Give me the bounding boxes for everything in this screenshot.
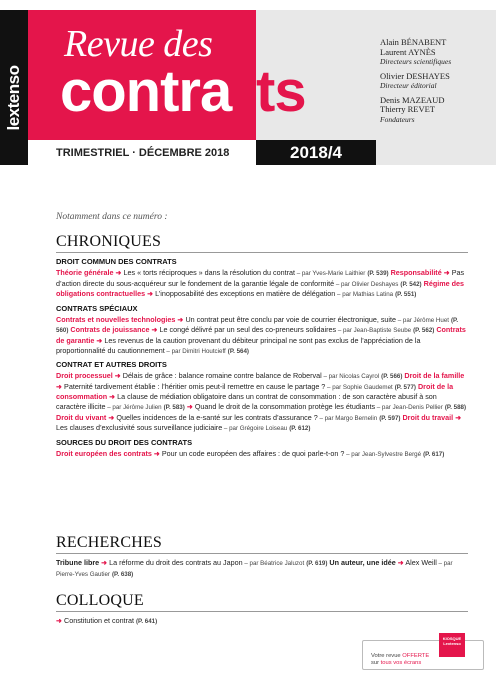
editor-role: Directeurs scientifiques [380, 57, 452, 66]
section-heading: CHRONIQUES [56, 233, 468, 253]
intro-text: Notamment dans ce numéro : [56, 212, 168, 222]
article-category: Contrats de garantie [56, 325, 466, 345]
editor-role: Directeur éditorial [380, 81, 437, 90]
article-page: (P. 583) [163, 403, 185, 411]
title-line-2: contra [60, 59, 232, 124]
article-author: – par Jérôme Julien [105, 403, 162, 411]
article-title: Les revenus de la caution provenant du débiteur principal ne sont pas exclus de l’appréciation de la proportionnalité du cautionnement [56, 335, 421, 355]
article-title: Quelles incidences de la e-santé sur les contrats d’assurance ? [114, 412, 318, 422]
article-category: Régime des obligations contractuelles [56, 278, 464, 299]
editors-list [380, 38, 492, 129]
editor-name: Olivier DESHAYES [380, 70, 450, 81]
subsection-title: DROIT COMMUN DES CONTRATS [56, 257, 177, 266]
article-category: Théorie générale [56, 268, 114, 277]
article-author: – par Grégoire Loiseau [222, 425, 288, 433]
editor-name: Denis MAZEAUD [380, 94, 445, 105]
arrow-icon: ➜ [147, 289, 154, 299]
article-list [56, 371, 468, 434]
article-page: (P. 551) [395, 291, 417, 299]
article-page: (P. 542) [400, 280, 422, 288]
article-title: Les clauses d’exclusivité sous surveillance judiciaire [56, 423, 223, 433]
article-title: Délais de grâce : balance romaine contre balance de Roberval [120, 371, 322, 381]
lextenso-logo: lextenso [4, 65, 23, 131]
arrow-icon: ➜ [443, 268, 450, 277]
arrow-icon: ➜ [56, 381, 63, 391]
article-page: (P. 539) [367, 270, 389, 277]
badge-label: Lextenso [443, 640, 461, 646]
section-heading: COLLOQUE [56, 592, 468, 612]
article-page: (P. 641) [135, 618, 158, 625]
arrow-icon: ➜ [109, 392, 116, 402]
article-author: – par Dimitri Houtcieff [164, 347, 226, 355]
article-author: – par Jean-Baptiste Seube [336, 327, 412, 335]
arrow-icon: ➜ [455, 412, 462, 422]
article-title: Quand le droit de la consommation protège les étudiants [192, 401, 376, 411]
arrow-icon: ➜ [114, 371, 121, 381]
article-page: (P. 619) [306, 560, 328, 567]
arrow-icon: ➜ [101, 558, 108, 567]
article-category: Un auteur, une idée [329, 558, 396, 567]
article-author: – par Yves-Marie Laithier [294, 270, 366, 277]
article-author: – par Jean-Denis Pellier [375, 403, 443, 411]
article-title: Un contrat peut être conclu par voie de courrier électronique, suite [183, 314, 397, 324]
article-page: (P. 566) [381, 373, 403, 381]
article-title: Paternité tardivement établie : l’héritier omis peut-il remettre en cause le partage ? [62, 381, 326, 391]
article-title: La clause de médiation obligatoire dans un contrat de consommation : de son caractère abusif à son caractère illicite [56, 392, 437, 411]
article-title: Le congé délivré par un seul des co-preneurs solidaires [157, 325, 337, 335]
promo-box[interactable] [362, 636, 484, 670]
article-title: Constitution et contrat [62, 616, 134, 625]
article-category: Droit processuel [56, 371, 113, 381]
article-page: (P. 577) [394, 383, 416, 391]
article-category: Droit européen des contrats [56, 448, 152, 458]
title-line-1: Revue des [64, 23, 213, 65]
arrow-icon: ➜ [397, 558, 404, 567]
recherches-section [56, 534, 468, 582]
article-list [56, 449, 468, 460]
article-author: – par Pierre-Yves Gautier [56, 560, 453, 578]
article-page: (P. 617) [423, 450, 445, 458]
article-list [56, 315, 468, 356]
arrow-icon: ➜ [56, 616, 63, 625]
promo-highlight: OFFERTE [402, 653, 430, 659]
section-heading: RECHERCHES [56, 534, 468, 554]
promo-highlight: tous vos écrans [380, 660, 422, 666]
article-page: (P. 562) [413, 327, 435, 335]
article-category: Contrats de jouissance [70, 325, 150, 335]
article-author: – par Olivier Deshayes [334, 280, 399, 288]
kiosque-badge-icon [439, 633, 465, 657]
article-author: – par Jérôme Huet [396, 316, 449, 324]
article-category: Contrats et nouvelles technologies [56, 314, 176, 324]
colloque-section [56, 592, 468, 630]
article-list [56, 558, 468, 579]
arrow-icon: ➜ [151, 325, 158, 335]
promo-line: sur [371, 660, 381, 666]
arrow-icon: ➜ [115, 268, 122, 277]
arrow-icon: ➜ [108, 412, 115, 422]
arrow-icon: ➜ [177, 314, 184, 324]
subsection-title: SOURCES DU DROIT DES CONTRATS [56, 437, 193, 447]
article-title: L’inopposabilité des exceptions en matière de délégation [153, 289, 336, 299]
subsection-title: CONTRAT ET AUTRES DROITS [56, 360, 167, 370]
article-title: Pour un code européen des affaires : de quoi parle-t-on ? [159, 448, 345, 458]
promo-line: Votre revue [371, 653, 403, 659]
editor-name: Thierry REVET [380, 104, 435, 114]
arrow-icon: ➜ [186, 401, 193, 411]
arrow-icon: ➜ [153, 448, 160, 458]
article-title: Pas d’action directe du sous-acquéreur sur le fondement de la garantie légale de conformité [56, 268, 465, 288]
article-page: (P. 588) [444, 403, 467, 411]
article-author: – par Margo Bernelin [317, 414, 378, 422]
article-page: (P. 560) [56, 316, 459, 335]
article-category: Responsabilité [390, 268, 442, 277]
article-title: Alex Weill [403, 558, 437, 567]
article-page: (P. 597) [379, 414, 401, 422]
article-author: – par Nicolas Cayrol [321, 373, 380, 381]
article-author: – par Jean-Sylvestre Bergé [344, 450, 422, 458]
editor-name: Alain BÉNABENT [380, 37, 447, 47]
article-title: La réforme du droit des contrats au Japon [107, 558, 243, 567]
article-category: Tribune libre [56, 558, 100, 567]
article-category: Droit du travail [402, 412, 454, 422]
editor-name: Laurent AYNÈS [380, 46, 436, 57]
editor-role: Fondateurs [380, 114, 415, 124]
article-page: (P. 638) [112, 570, 134, 578]
article-list [56, 616, 468, 627]
arrow-icon: ➜ [96, 335, 103, 345]
periodicity: TRIMESTRIEL · DÉCEMBRE 2018 [56, 147, 230, 159]
badge-label: KIOSQUE [442, 636, 462, 641]
article-page: (P. 564) [227, 347, 249, 355]
article-category: Droit de la consommation [56, 381, 454, 402]
article-author: – par Sophie Gaudemet [325, 383, 393, 391]
vertical-brand-bar [0, 10, 28, 165]
article-page: (P. 612) [289, 425, 311, 433]
title-line-2-tail: ts [256, 59, 306, 124]
issue-number: 2018/4 [256, 140, 376, 165]
article-author: – par Béatrice Jaluzot [242, 560, 305, 567]
article-category: Droit du vivant [56, 412, 107, 422]
subsection-title: CONTRATS SPÉCIAUX [56, 303, 138, 313]
article-list [56, 268, 468, 300]
article-author: – par Mathias Latina [335, 291, 394, 299]
article-category: Droit de la famille [404, 371, 465, 381]
chroniques-section [56, 233, 468, 462]
article-title: Les « torts réciproques » dans la résolution du contrat [121, 268, 295, 277]
